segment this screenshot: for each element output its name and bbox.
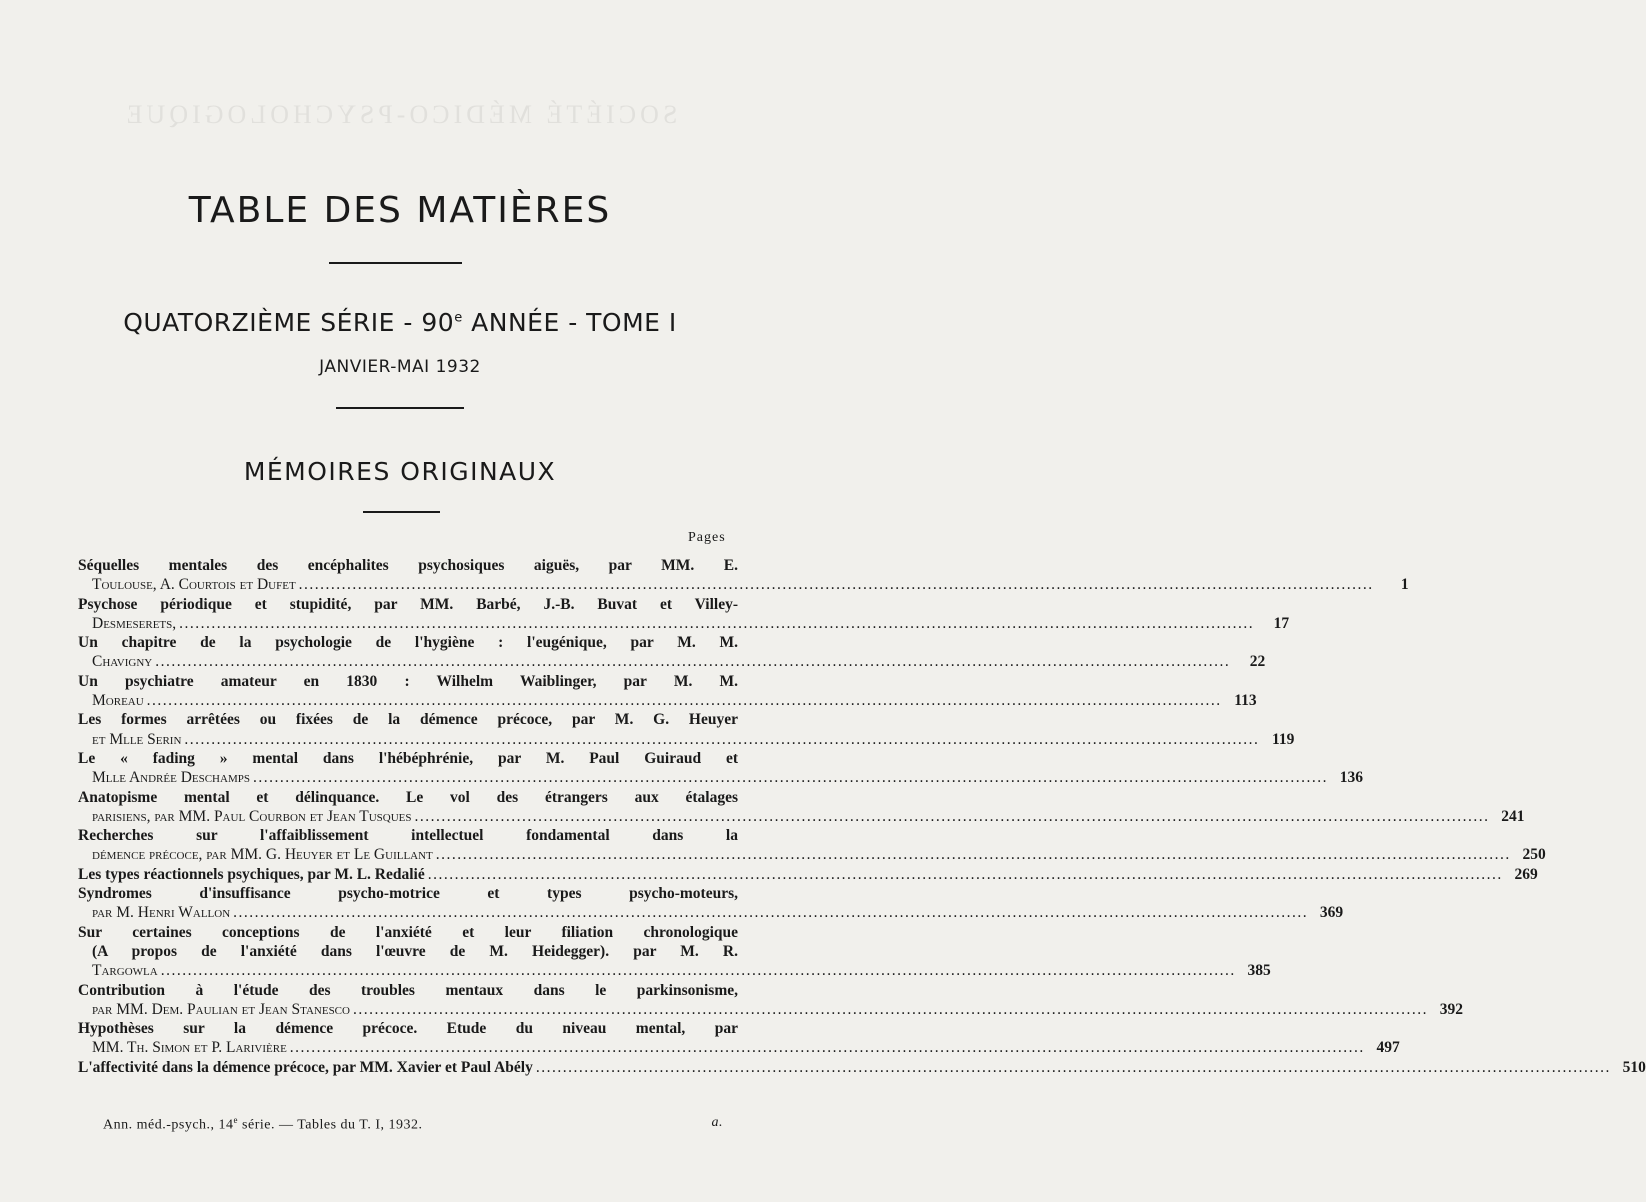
toc-entry-line	[78, 691, 1257, 710]
toc-page-number: 269	[1514, 865, 1538, 883]
toc-entry-authors: et Mlle Serin	[92, 730, 182, 748]
toc-entry-title: Un chapitre de la psychologie de l'hygiène : l'eugénique, par M. M.	[78, 634, 738, 652]
signature-mark: a.	[711, 1115, 723, 1130]
leader-dots: ........................................................................................................................................................................................................	[427, 865, 1503, 883]
toc-entry-line	[78, 730, 1295, 749]
footer-sup: e	[233, 1115, 239, 1125]
series-text-end: ANNÉE - TOME I	[462, 308, 677, 337]
leader-dots: ........................................................................................................................................................................................................	[535, 1058, 1611, 1076]
toc-entry-line	[78, 1058, 1646, 1077]
toc-entry	[78, 710, 1295, 749]
toc-entry-title: Contribution à l'étude des troubles mentaux dans le parkinsonisme,	[78, 981, 738, 999]
leader-dots: ........................................................................................................................................................................................................	[179, 614, 1255, 632]
toc-entry-line	[78, 768, 1363, 787]
series-sup: e	[454, 310, 463, 326]
series-line	[0, 308, 800, 337]
toc-entry-authors: par MM. Dem. Paulian et Jean Stanesco	[92, 1000, 350, 1018]
toc-entry-title: Les formes arrêtées ou fixées de la démence précoce, par M. G. Heuyer	[78, 711, 738, 729]
toc-entry-authors: Toulouse, A. Courtois et Dufet	[92, 576, 296, 594]
toc-entry	[78, 923, 1271, 981]
toc-entry-authors: MM. Th. Simon et P. Larivière	[92, 1039, 287, 1057]
leader-dots: ........................................................................................................................................................................................................	[435, 846, 1511, 864]
toc-page-number: 497	[1376, 1039, 1400, 1057]
toc-entry	[78, 981, 1463, 1020]
toc-entry-authors: Les types réactionnels psychiques, par M. L. Redalié	[78, 865, 425, 883]
toc-page-number: 136	[1339, 769, 1363, 787]
toc-page-number: 392	[1439, 1000, 1463, 1018]
leader-dots: ........................................................................................................................................................................................................	[146, 692, 1222, 710]
leader-dots: ........................................................................................................................................................................................................	[298, 576, 1374, 594]
toc-entry	[78, 884, 1344, 923]
toc-entry-line	[78, 652, 1266, 671]
leader-dots: ........................................................................................................................................................................................................	[160, 962, 1236, 980]
toc-entry	[78, 749, 1363, 788]
toc-entry-line	[78, 961, 1271, 980]
toc-entry-title-cont: (A propos de l'anxiété dans l'œuvre de M. Heidegger). par M. R.	[92, 942, 738, 960]
toc-entry-authors: parisiens, par MM. Paul Courbon et Jean Tusques	[92, 807, 412, 825]
section-heading: MÉMOIRES ORIGINAUX	[243, 457, 557, 486]
toc-entry	[78, 556, 1409, 595]
page-title: TABLE DES MATIÈRES	[188, 190, 612, 231]
toc-entry-title: Sur certaines conceptions de l'anxiété et leur filiation chronologique	[78, 923, 738, 941]
toc-entry	[78, 672, 1257, 711]
toc-entry-authors: Chavigny	[92, 653, 153, 671]
toc-entry-authors: Mlle Andrée Deschamps	[92, 769, 250, 787]
toc-entry-title: Psychose périodique et stupidité, par MM. Barbé, J.-B. Buvat et Villey-	[78, 595, 738, 613]
leader-dots: ........................................................................................................................................................................................................	[184, 730, 1260, 748]
page-footer	[103, 1115, 723, 1134]
toc-entry-authors: démence précoce, par MM. G. Heuyer et Le Guillant	[92, 846, 433, 864]
toc-entry-line	[78, 865, 1538, 884]
toc-entry	[78, 1058, 1646, 1077]
toc-entry	[78, 1019, 1400, 1058]
toc-page-number: 241	[1501, 807, 1525, 825]
toc-page-number: 250	[1522, 846, 1546, 864]
toc-entry	[78, 826, 1546, 865]
toc-page-number: 17	[1273, 614, 1290, 632]
toc-entry-line	[78, 1038, 1400, 1057]
toc-page-number: 22	[1249, 653, 1266, 671]
toc-entry-title: Un psychiatre amateur en 1830 : Wilhelm Waiblinger, par M. M.	[78, 672, 738, 690]
toc-page-number: 113	[1234, 692, 1257, 710]
toc-entry-authors: Moreau	[92, 692, 144, 710]
leader-dots: ........................................................................................................................................................................................................	[352, 1000, 1428, 1018]
section-rule	[363, 511, 440, 513]
toc-entry-line	[78, 614, 1290, 633]
table-of-contents	[78, 556, 1646, 1077]
toc-entry-authors: L'affectivité dans la démence précoce, par MM. Xavier et Paul Abély	[78, 1058, 533, 1076]
toc-entry-title: Hypothèses sur la démence précoce. Etude du niveau mental, par	[78, 1020, 738, 1038]
toc-entry-authors: Desmeserets,	[92, 614, 177, 632]
date-range: JANVIER-MAI 1932	[319, 357, 481, 377]
toc-entry-line	[78, 845, 1546, 864]
bleed-through-text: SOCIÉTÉ MÉDICO-PSYCHOLOGIQUE	[122, 100, 678, 129]
toc-entry-line	[78, 807, 1525, 826]
toc-entry-line	[78, 903, 1344, 922]
toc-page-number: 369	[1319, 904, 1344, 922]
leader-dots: ........................................................................................................................................................................................................	[233, 904, 1309, 922]
toc-page-number: 510	[1622, 1058, 1646, 1076]
title-rule	[329, 262, 462, 264]
leader-dots: ........................................................................................................................................................................................................	[289, 1039, 1365, 1057]
toc-page-number: 119	[1272, 730, 1295, 748]
toc-entry	[78, 633, 1266, 672]
leader-dots: ........................................................................................................................................................................................................	[414, 807, 1490, 825]
leader-dots: ........................................................................................................................................................................................................	[252, 769, 1328, 787]
toc-entry-title: Le « fading » mental dans l'hébéphrénie, par M. Paul Guiraud et	[78, 749, 738, 767]
toc-entry-title: Recherches sur l'affaiblissement intellectuel fondamental dans la	[78, 827, 738, 845]
footer-text: Ann. méd.-psych., 14	[103, 1117, 234, 1133]
toc-entry-title: Syndromes d'insuffisance psycho-motrice et types psycho-moteurs,	[78, 885, 738, 903]
toc-page-number: 1	[1400, 576, 1409, 594]
toc-page-number: 385	[1247, 962, 1271, 980]
dates-rule	[336, 407, 464, 409]
toc-entry	[78, 595, 1290, 634]
toc-entry	[78, 865, 1538, 884]
toc-entry-line	[78, 1000, 1463, 1019]
toc-entry-title: Anatopisme mental et délinquance. Le vol des étrangers aux étalages	[78, 788, 738, 806]
footer-text-end: série. — Tables du T. I, 1932.	[238, 1117, 423, 1133]
toc-entry-authors: Targowla	[92, 962, 158, 980]
toc-entry-title: Séquelles mentales des encéphalites psychosiques aiguës, par MM. E.	[78, 557, 738, 574]
toc-entry-line	[78, 575, 1409, 594]
leader-dots: ........................................................................................................................................................................................................	[155, 653, 1231, 671]
pages-column-label: Pages	[688, 530, 726, 545]
series-text: QUATORZIÈME SÉRIE - 90	[123, 308, 455, 337]
toc-entry-authors: par M. Henri Wallon	[92, 904, 231, 922]
toc-entry	[78, 788, 1525, 827]
